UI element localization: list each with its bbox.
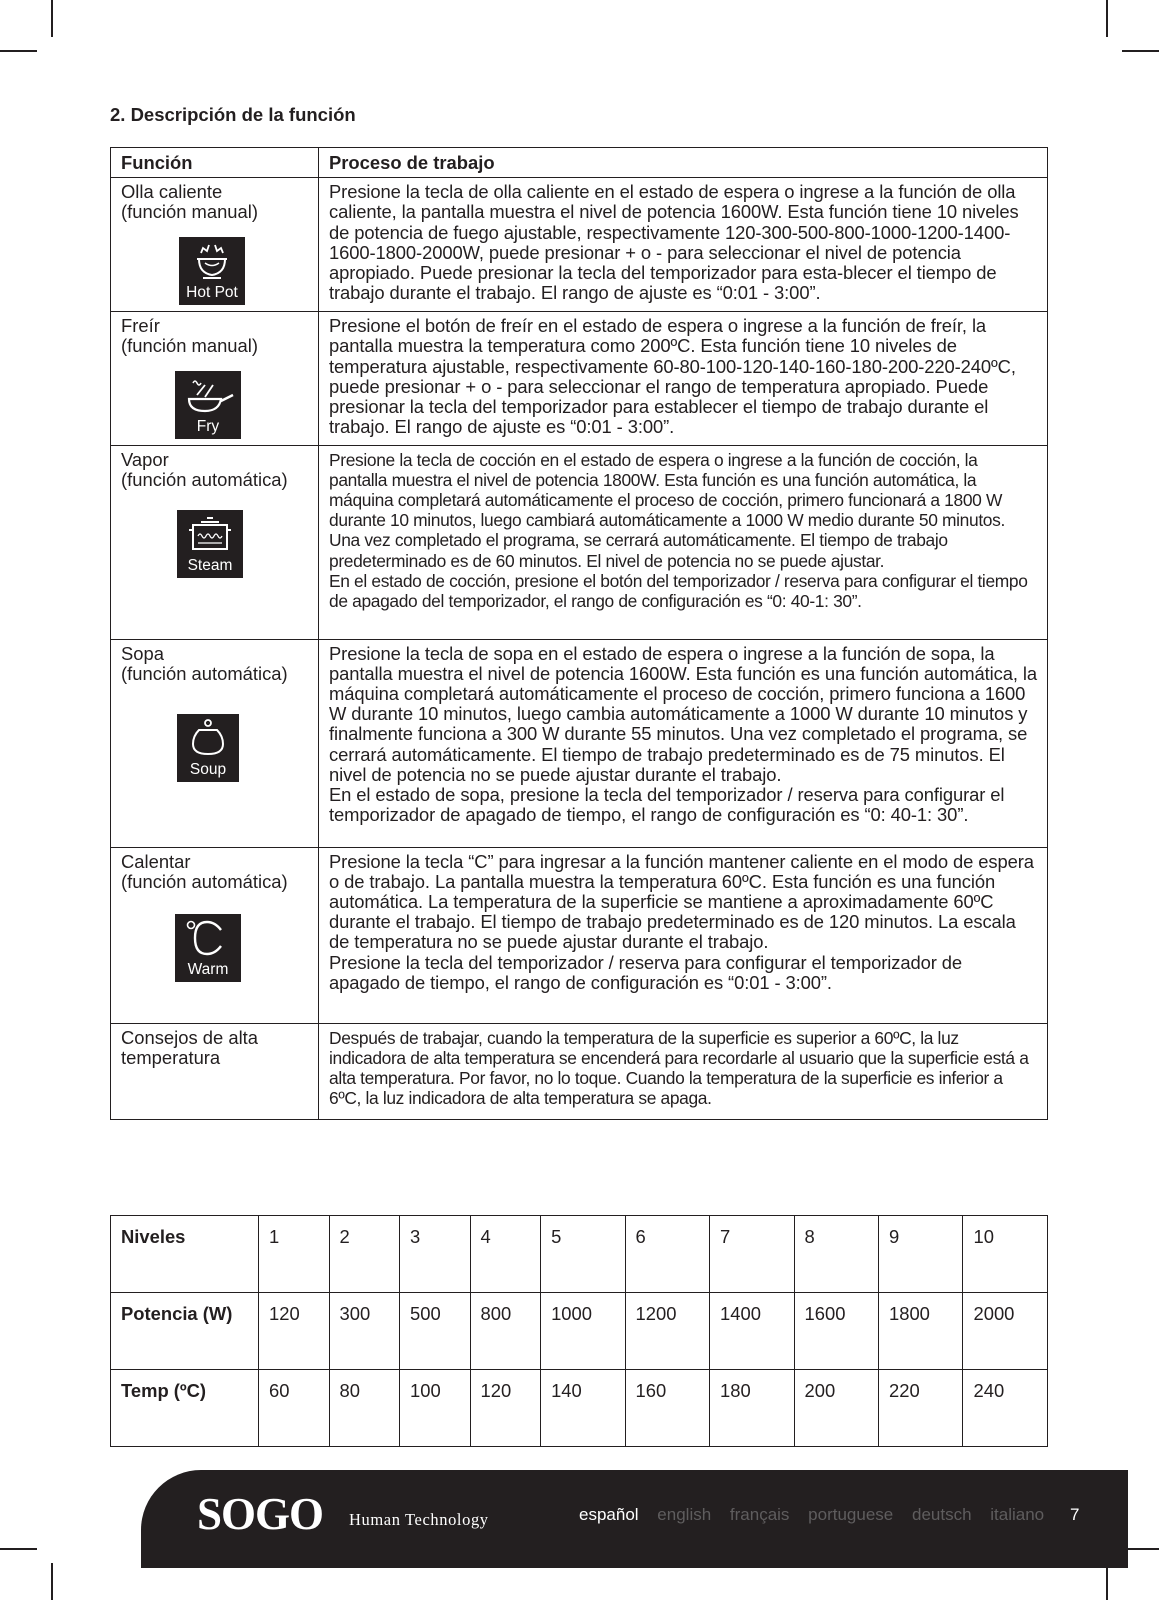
- table-row: [111, 1023, 1048, 1119]
- process-cell: [319, 445, 1048, 639]
- language-english: english: [657, 1505, 712, 1524]
- table-cell: 6: [625, 1216, 709, 1293]
- process-text: Presione la tecla del temporizador / reserva para configurar el temporizador de apagado de tiempo, el rango de configuración es “0:01 - 3:00”.: [329, 951, 963, 993]
- table-cell: 100: [400, 1370, 471, 1447]
- brand-logo: SOGO: [197, 1489, 324, 1539]
- table-cell: 2000: [963, 1293, 1048, 1370]
- row-label: Potencia (W): [111, 1293, 259, 1370]
- crop-mark: [51, 0, 53, 37]
- table-cell: 180: [710, 1370, 794, 1447]
- table-header-row: [111, 148, 1048, 178]
- function-cell: [111, 178, 319, 312]
- table-cell: 60: [259, 1370, 330, 1447]
- function-name: Freír (función manual): [121, 315, 258, 357]
- table-cell: 500: [400, 1293, 471, 1370]
- process-text: En el estado de sopa, presione la tecla del temporizador / reserva para configurar el temporizador de apagado de tiempo, el rango de configuración es “0: 40-1: 30”.: [329, 784, 1005, 826]
- table-row: [111, 312, 1048, 445]
- table-row: [111, 178, 1048, 312]
- process-cell: [319, 178, 1048, 312]
- table-cell: 140: [541, 1370, 625, 1447]
- language-italiano: italiano: [990, 1505, 1045, 1524]
- table-cell: 120: [470, 1370, 541, 1447]
- table-cell: 200: [794, 1370, 878, 1447]
- crop-mark: [0, 50, 37, 52]
- process-cell: [319, 639, 1048, 847]
- function-cell: [111, 445, 319, 639]
- table-cell: 300: [329, 1293, 400, 1370]
- table-cell: 3: [400, 1216, 471, 1293]
- row-label: Temp (ºC): [111, 1370, 259, 1447]
- fry-icon: [175, 371, 241, 439]
- table-cell: 800: [470, 1293, 541, 1370]
- table-row-niveles: [111, 1216, 1048, 1293]
- table-cell: 4: [470, 1216, 541, 1293]
- row-label: Niveles: [111, 1216, 259, 1293]
- language-espanol: español: [579, 1505, 639, 1524]
- table-row-temp: [111, 1370, 1048, 1447]
- crop-mark: [1106, 0, 1108, 37]
- soup-label: Soup: [189, 761, 227, 779]
- steam-label: Steam: [187, 557, 233, 575]
- process-text: Presione la tecla de sopa en el estado de espera o ingrese a la función de sopa, la pantalla muestra el nivel de potencia 1600W. Esta función es una función automática, la máquina completará automáticamente el proceso de cocción, primero funciona a 1600 W durante 10 minutos, luego cambia automáticamente a 1000 W durante 10 minutos y finalmente funciona a 300 W durante 55 minutos. Una vez completado el programa, se cerrará automáticamente. El tiempo de trabajo predeterminado es de 75 minutos. El nivel de potencia no se puede ajustar durante el trabajo.: [329, 642, 1037, 785]
- language-francais: français: [729, 1505, 790, 1524]
- function-name: Vapor (función automática): [121, 448, 288, 490]
- table-cell: 220: [879, 1370, 963, 1447]
- table-row: [111, 639, 1048, 847]
- function-cell: [111, 847, 319, 1023]
- process-text: En el estado de cocción, presione el botón del temporizador / reserva para configurar el tiempo de apagado del temporizador, el rango de configuración es “0: 40-1: 30”.: [329, 570, 1028, 612]
- table-cell: 160: [625, 1370, 709, 1447]
- page-number: 7: [1070, 1505, 1080, 1524]
- table-cell: 1200: [625, 1293, 709, 1370]
- table-row-potencia: [111, 1293, 1048, 1370]
- steam-icon: [177, 510, 243, 578]
- function-name: Olla caliente (función manual): [121, 181, 258, 223]
- process-cell: [319, 847, 1048, 1023]
- hot-pot-icon: [179, 237, 245, 305]
- function-name: Consejos de alta temperatura: [121, 1026, 258, 1068]
- crop-mark: [1106, 1563, 1108, 1600]
- language-list: [579, 1505, 1058, 1525]
- process-cell: [319, 312, 1048, 445]
- process-text: Después de trabajar, cuando la temperatura de la superficie es superior a 60ºC, la luz indicadora de alta temperatura se encenderá para recordarle al usuario que la superficie está a alta temperatura. Por favor, no lo toque. Cuando la temperatura de la superficie es inferior a 6ºC, la luz indicadora de alta temperatura se apaga.: [329, 1027, 1029, 1109]
- table-cell: 1400: [710, 1293, 794, 1370]
- table-cell: 80: [329, 1370, 400, 1447]
- header-proceso: Proceso de trabajo: [319, 148, 1048, 178]
- table-cell: 9: [879, 1216, 963, 1293]
- table-cell: 5: [541, 1216, 625, 1293]
- process-cell: [319, 1023, 1048, 1119]
- table-row: [111, 445, 1048, 639]
- footer-bar: [141, 1470, 1128, 1568]
- table-cell: 1: [259, 1216, 330, 1293]
- table-cell: 1600: [794, 1293, 878, 1370]
- function-cell: [111, 1023, 319, 1119]
- table-cell: 2: [329, 1216, 400, 1293]
- function-cell: [111, 312, 319, 445]
- process-text: Presione la tecla “C” para ingresar a la función mantener caliente en el modo de espera o de trabajo. La pantalla muestra la temperatura 60ºC. Esta función es una función automática. La temperatura de la superficie se mantiene a aproximadamente 60ºC durante el trabajo. El tiempo de trabajo predeterminado es de 120 minutos. La escala de temperatura no se puede ajustar durante el trabajo.: [329, 850, 1034, 953]
- table-row: [111, 847, 1048, 1023]
- function-name: Sopa (función automática): [121, 642, 288, 684]
- process-text: Presione la tecla de olla caliente en el estado de espera o ingrese a la función de olla caliente, la pantalla muestra el nivel de potencia 1600W. Esta función tiene 10 niveles de potencia de fuego ajustable, respectivamente 120-300-500-800-1000-1200-1400-1600-1800-2000W, puede presionar + o - para seleccionar el nivel de potencia apropiado. Puede presionar la tecla del temporizador para esta-blecer el tiempo de trabajo durante el trabajo. El rango de ajuste es “0:01 - 3:00”.: [329, 181, 1019, 304]
- fry-label: Fry: [196, 417, 220, 435]
- table-cell: 8: [794, 1216, 878, 1293]
- table-cell: 120: [259, 1293, 330, 1370]
- levels-table: [110, 1215, 1048, 1447]
- function-name: Calentar (función automática): [121, 850, 288, 892]
- function-cell: [111, 639, 319, 847]
- brand-tagline: Human Technology: [349, 1510, 489, 1529]
- crop-mark: [51, 1563, 53, 1600]
- hot-pot-label: Hot Pot: [186, 283, 238, 301]
- table-cell: 1000: [541, 1293, 625, 1370]
- process-text: Presione el botón de freír en el estado de espera o ingrese a la función de freír, la pantalla muestra la temperatura como 200ºC. Esta función tiene 10 niveles de temperatura ajustable, respectivamente 60-80-100-120-140-160-180-200-220-240ºC, puede presionar + o - para seleccionar el rango de temperatura apropiado. Puede presionar la tecla del temporizador para establecer el tiempo de trabajo durante el trabajo. El rango de ajuste es “0:01 - 3:00”.: [329, 315, 1016, 438]
- function-table: [110, 147, 1048, 1120]
- soup-icon: [177, 714, 239, 782]
- language-deutsch: deutsch: [911, 1505, 972, 1524]
- process-text: Presione la tecla de cocción en el estado de espera o ingrese a la función de cocción, la pantalla muestra el nivel de potencia 1800W. Esta función es una función automática, la máquina completará automáticamente el proceso de cocción, primero funcionará a 1800 W durante 10 minutos, luego cambiará automáticamente a 1000 W medio durante 50 minutos. Una vez completado el programa, se cerrará automáticamente. El tiempo de trabajo predeterminado es de 60 minutos. El nivel de potencia no se puede ajustar.: [329, 449, 1005, 571]
- header-funcion: Función: [111, 148, 319, 178]
- warm-icon: [175, 914, 241, 982]
- section-title: 2. Descripción de la función: [110, 104, 356, 125]
- language-portuguese: portuguese: [808, 1505, 894, 1524]
- warm-label: Warm: [187, 961, 229, 979]
- table-cell: 7: [710, 1216, 794, 1293]
- crop-mark: [0, 1548, 37, 1550]
- table-cell: 10: [963, 1216, 1048, 1293]
- crop-mark: [1122, 50, 1159, 52]
- table-cell: 1800: [879, 1293, 963, 1370]
- table-cell: 240: [963, 1370, 1048, 1447]
